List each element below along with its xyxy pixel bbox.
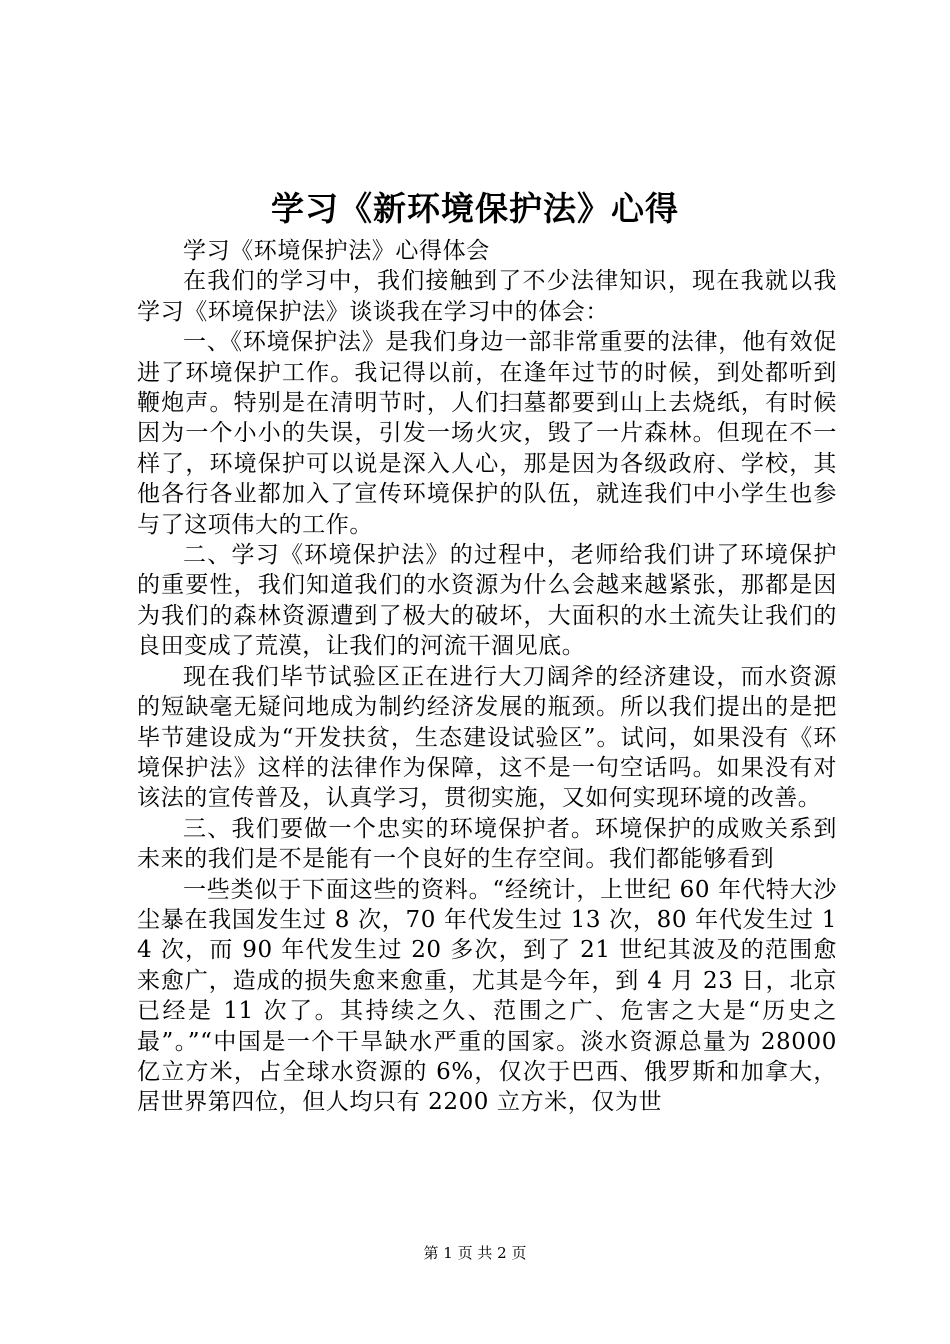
document-title: 学习《新环境保护法》心得: [271, 189, 679, 228]
paragraph-point-one: 一、《环境保护法》是我们身边一部非常重要的法律，他有效促进了环境保护工作。我记得以前，在逢年过节的时候，到处都听到鞭炮声。特别是在清明节时，人们扫墓都要到山上去烧纸，有时候因为一个小小的失误，引发一场火灾，毁了一片森林。但现在不一样了，环境保护可以说是深入人心，那是因为各级政府、学校，其他各行各业都加入了宣传环境保护的队伍，就连我们中小学生也参与了这项伟大的工作。: [137, 329, 837, 538]
page-number-footer: 第 1 页 共 2 页: [423, 1244, 527, 1262]
paragraph-intro: 在我们的学习中，我们接触到了不少法律知识，现在我就以我学习《环境保护法》谈谈我在学习中的体会：: [137, 268, 837, 325]
document-body: [137, 236, 837, 1118]
paragraph-bijie: 现在我们毕节试验区正在进行大刀阔斧的经济建设，而水资源的短缺毫无疑问地成为制约经济发展的瓶颈。所以我们提出的是把毕节建设成为“开发扶贫，生态建设试验区”。试问，如果没有《环境保护法》这样的法律作为保障，这不是一句空话吗。如果没有对该法的宣传普及，认真学习，贯彻实施，又如何实现环境的改善。: [137, 663, 837, 812]
paragraph-subtitle: 学习《环境保护法》心得体会: [183, 238, 490, 264]
paragraph-point-two: 二、学习《环境保护法》的过程中，老师给我们讲了环境保护的重要性，我们知道我们的水资源为什么会越来越紧张，那都是因为我们的森林资源遭到了极大的破坏，大面积的水土流失让我们的良田变成了荒漠，让我们的河流干涸见底。: [137, 542, 837, 660]
paragraph-point-three: 三、我们要做一个忠实的环境保护者。环境保护的成败关系到未来的我们是不是能有一个良好的生存空间。我们都能够看到: [137, 815, 837, 873]
paragraph-statistics: 一些类似于下面这些的资料。“经统计，上世纪 60 年代特大沙尘暴在我国发生过 8 次，70 年代发生过 13 次，80 年代发生过 14 次，而 90 年代发生过 20 多次，到了 21 世纪其波及的范围愈来愈广，造成的损失愈来愈重，尤其是今年，到 4 月 23 日，北京已经是 11 次了。其持续之久、范围之广、危害之大是“历史之最”。”“中国是一个干旱缺水严重的国家。淡水资源总量为 28000 亿立方米，占全球水资源的 6%，仅次于巴西、俄罗斯和加拿大，居世界第四位，但人均只有 2200 立方米，仅为世: [137, 876, 837, 1116]
